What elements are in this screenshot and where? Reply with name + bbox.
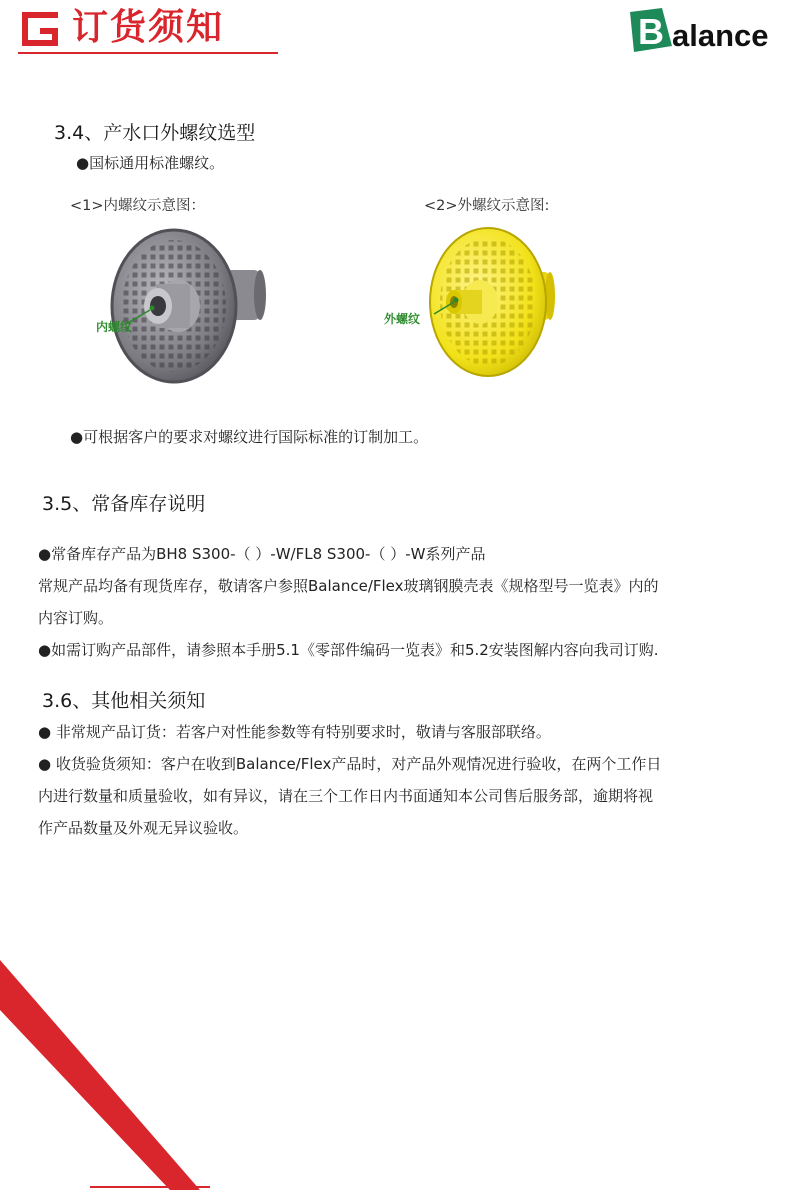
- svg-text:B: B: [638, 11, 664, 52]
- external-thread-part-image: [418, 222, 568, 382]
- figure-caption-external: <2>外螺纹示意图:: [424, 198, 550, 214]
- bullet-standard-thread: ●国标通用标准螺纹。: [76, 154, 225, 172]
- logo-text: alance: [672, 18, 769, 53]
- red-corner-stripe: [0, 960, 220, 1200]
- internal-thread-part-image: [86, 226, 276, 386]
- header-rule: [18, 52, 278, 54]
- section-heading-3-5: 3.5、常备库存说明: [42, 493, 206, 515]
- brand-logo: [628, 6, 788, 56]
- header-g-icon: [18, 8, 62, 50]
- bullet-custom-thread: ●可根据客户的要求对螺纹进行国际标准的订制加工。: [70, 428, 429, 446]
- section-heading-3-4: 3.4、产水口外螺纹选型: [54, 122, 256, 144]
- callout-external-thread: 外螺纹: [384, 312, 421, 326]
- stock-line-2: 常规产品均备有现货库存，敬请客户参照Balance/Flex玻璃钢膜壳表《规格型号一览表》内的: [38, 577, 659, 595]
- header-title: 订货须知: [72, 7, 225, 48]
- stock-line-1: ●常备库存产品为BH8 S300-（ ）-W/FL8 S300-（ ）-W系列产品: [38, 545, 486, 563]
- notice-line-3: 内进行数量和质量验收，如有异议，请在三个工作日内书面通知本公司售后服务部，逾期将视: [38, 787, 654, 805]
- stock-line-4: ●如需订购产品部件，请参照本手册5.1《零部件编码一览表》和5.2安装图解内容向我司订购.: [38, 641, 659, 659]
- figure-caption-internal: <1>内螺纹示意图：: [70, 198, 206, 214]
- notice-line-2: ● 收货验货须知：客户在收到Balance/Flex产品时，对产品外观情况进行验收，在两个工作日: [38, 755, 662, 773]
- bottom-rule: [90, 1186, 210, 1188]
- notice-line-1: ● 非常规产品订货：若客户对性能参数等有特别要求时，敬请与客服部联络。: [38, 723, 551, 741]
- section-heading-3-6: 3.6、其他相关须知: [42, 690, 206, 712]
- logo-b-icon: [628, 6, 676, 54]
- section-3-6-body: [38, 716, 661, 844]
- stock-line-3: 内容订购。: [38, 609, 114, 627]
- notice-line-4: 作产品数量及外观无异议验收。: [38, 819, 249, 837]
- section-3-5-body: [38, 538, 659, 666]
- callout-internal-thread: 内螺纹: [96, 320, 133, 334]
